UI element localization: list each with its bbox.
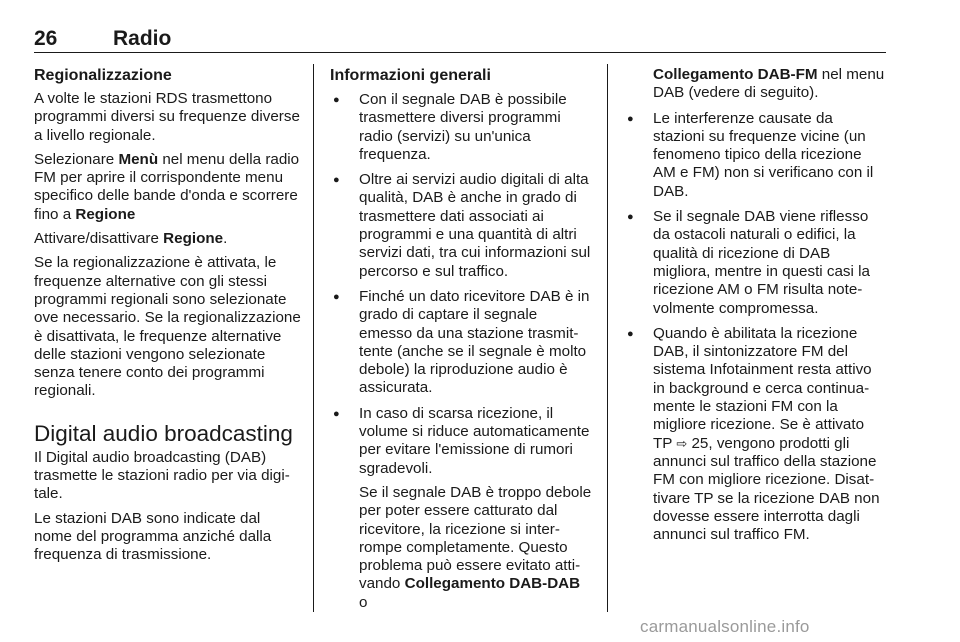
text-fragment: .: [223, 230, 228, 248]
page-header: [34, 28, 886, 50]
paragraph-dab-intro: Il Digital audio broadcasting (DAB) trasmette le stazioni radio per via digitale.: [34, 448, 290, 503]
chapter-title: Radio: [113, 27, 172, 50]
paragraph-regionalizzazione-details: Se la regionalizzazione è attivata, le frequenze alternative con gli stessi programmi regionali sono selezionate ove necessario. Se la regionalizzazione è disattivata, le frequenze alternative delle stazioni vengono selezionate senza tenere conto dei programmi regionali.: [34, 254, 301, 400]
bullet-text: Le interferenze causate da stazioni su frequenze vicine (un fenomeno tipico della ricezione AM e FM) non si verificano con il DAB.: [653, 109, 874, 200]
column-3: [624, 66, 886, 551]
list-item: [330, 288, 592, 398]
text-fragment: nel menu della radio FM per aprire il corrispondente menu specifico delle bande d'onda e scorrere fino a: [34, 150, 300, 223]
page-reference-arrow-icon: ⇨: [676, 435, 688, 451]
list-item: [330, 171, 592, 281]
bullet-text: Con il segnale DAB è possibile trasmettere diversi programmi radio (servizi) su un'unica frequenza.: [359, 91, 567, 163]
bullet-sub-paragraph: [359, 484, 592, 612]
bullet-text: In caso di scarsa ricezione, il volume si riduce automaticamente per evitare l'emissione di rumori sgradevoli.: [359, 404, 590, 477]
regione-label: Regione: [75, 205, 136, 223]
heading-dab: Digital audio broadcasting: [34, 420, 293, 446]
bullet-text: Se il segnale DAB viene riflesso da ostacoli naturali o edifici, la qualità di ricezione di DAB migliora, mentre in questi casi la ricezione AM o FM risulta notevolmente compromessa.: [653, 208, 870, 317]
continued-text: [624, 66, 886, 103]
dab-dab-link-label: Collegamento DAB-DAB: [404, 575, 581, 593]
bullet-list: [624, 110, 886, 545]
paragraph-menu-instructions: [34, 151, 302, 224]
paragraph-dab-stations: Le stazioni DAB sono indicate dal nome del programma anziché dalla frequenza di trasmissione.: [34, 509, 272, 564]
list-item: [330, 91, 592, 164]
text-fragment: o: [359, 593, 368, 611]
column-2: [330, 66, 592, 619]
bullet-list: [330, 91, 592, 612]
paragraph-rds: A volte le stazioni RDS trasmettono programmi diversi su frequenze diverse a livello regionale.: [34, 90, 300, 144]
heading-regionalizzazione: Regionalizzazione: [34, 67, 172, 84]
paragraph-toggle-regione: [34, 230, 302, 248]
heading-informazioni-generali: Informazioni generali: [330, 67, 491, 84]
text-fragment: Se il segnale DAB è troppo debole per poter essere catturato dal ricevitore, la ricezione si interrompe completamente. Questo problema può essere evitato attivando: [359, 483, 592, 593]
bullet-text: Finché un dato ricevitore DAB è in grado di captare il segnale emesso da una stazione trasmittente (anche se il segnale è molto debole) la riproduzione audio è assicurata.: [359, 287, 590, 397]
text-fragment: nel menu DAB (vedere di seguito).: [653, 66, 885, 102]
list-item: [624, 208, 886, 318]
column-divider-2: [607, 64, 608, 612]
column-divider-1: [313, 64, 314, 612]
dab-fm-link-label: Collegamento DAB-FM: [653, 66, 818, 83]
text-fragment: Selezionare: [34, 150, 119, 168]
bullet-text: Oltre ai servizi audio digitali di alta qualità, DAB è anche in grado di trasmettere dati associati ai programmi e una quantità di altri servizi dati, tra cui informazioni sul percorso e sul traffico.: [359, 171, 591, 280]
list-item: [330, 405, 592, 612]
list-item: [624, 110, 886, 201]
column-1: [34, 66, 302, 571]
text-fragment: Quando è abilitata la ricezione DAB, il sintonizzatore FM del sistema Infotainment resta attivo in background e cerca continuamente le stazioni FM con la migliore ricezione. Se è attivato TP: [653, 324, 872, 452]
watermark: carmanualsonline.info: [640, 617, 810, 636]
text-fragment: 25, vengono prodotti gli annunci sul traffico della stazione FM con migliore ricezione. Disattivare TP se la ricezione DAB non dovesse essere interrotta dagli annunci sul traffico FM.: [653, 434, 880, 544]
page-number: 26: [34, 27, 58, 50]
text-fragment: Attivare/disattivare: [34, 230, 164, 248]
regione-label: Regione: [163, 230, 224, 248]
list-item: [624, 325, 886, 545]
header-rule: [34, 52, 886, 53]
menu-label: Menù: [118, 150, 159, 168]
